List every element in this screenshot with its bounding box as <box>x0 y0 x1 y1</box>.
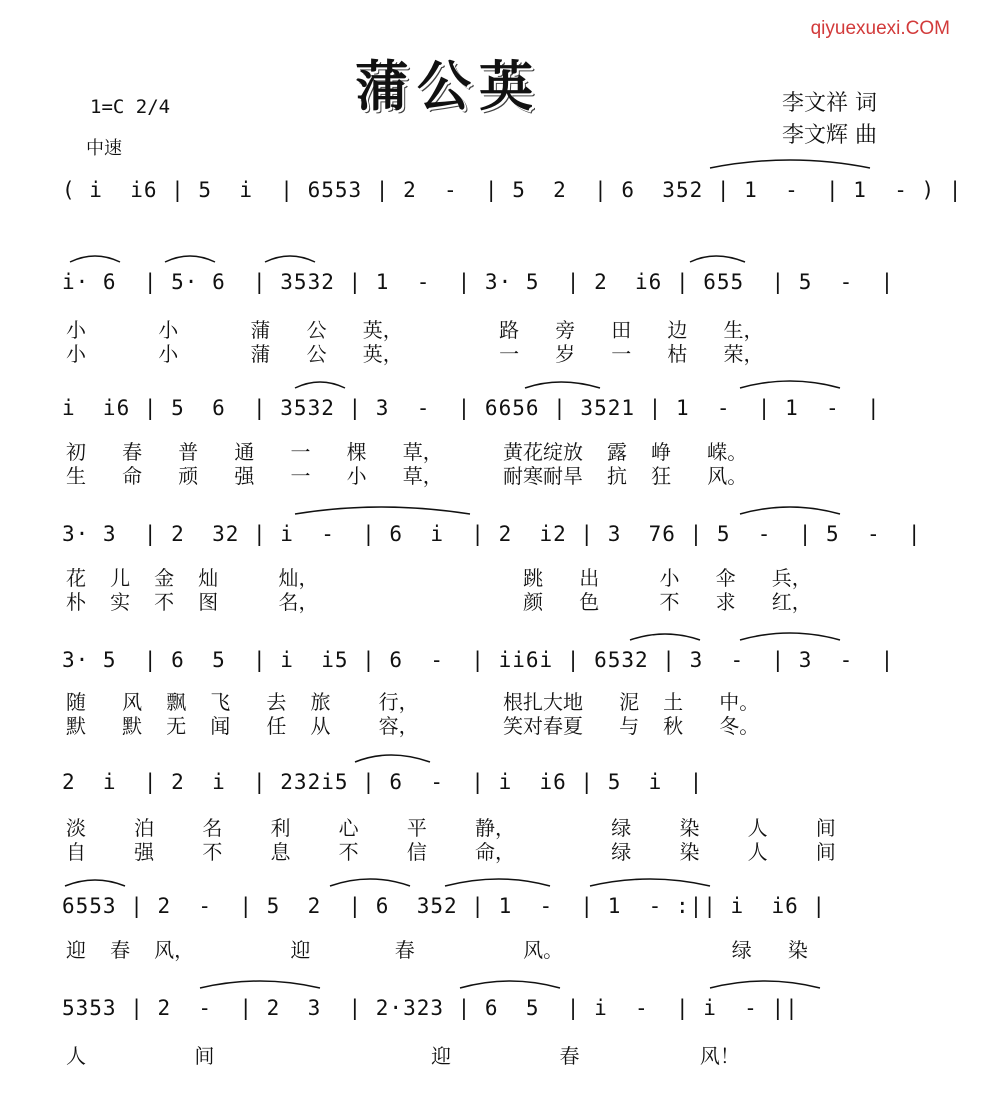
lyric-line-4b: 朴 实 不 图 名， 颜 色 不 求 红， <box>66 590 812 614</box>
lyric-line-6b: 自 强 不 息 不 信 命， 绿 染 人 间 <box>66 840 836 864</box>
notation-row-4: 3· 3 | 2 32 | i - | 6 i | 2 i2 | 3 76 | 5 - | 5 - | <box>62 522 922 546</box>
lyric-line-3a: 初 春 普 通 一 棵 草， 黄花绽放 露 峥 嵘。 <box>66 440 748 464</box>
lyric-line-4a: 花 儿 金 灿 灿， 跳 出 小 伞 兵， <box>66 566 812 590</box>
lyric-line-3b: 生 命 顽 强 一 小 草， 耐寒耐旱 抗 狂 风。 <box>66 464 748 488</box>
key-signature: 1=C 2/4 <box>90 96 171 118</box>
lyric-line-8: 人 间 迎 春 风！ <box>66 1044 740 1068</box>
lyric-line-7: 迎 春 风， 迎 春 风。 绿 染 <box>66 938 808 962</box>
tempo-marking: 中速 <box>86 138 122 159</box>
lyric-line-5b: 默 默 无 闻 任 从 容， 笑对春夏 与 秋 冬。 <box>66 714 760 738</box>
notation-row-8: 5353 | 2 - | 2 3 | 2·323 | 6 5 | i - | i - || <box>62 996 799 1020</box>
notation-row-1: ( i i6 | 5 i | 6553 | 2 - | 5 2 | 6 352 | 1 - | 1 - ) | <box>62 178 963 202</box>
lyric-line-6a: 淡 泊 名 利 心 平 静， 绿 染 人 间 <box>66 816 836 840</box>
notation-row-3: i i6 | 5 6 | 3532 | 3 - | 6656 | 3521 | 1 - | 1 - | <box>62 396 881 420</box>
lyric-line-2a: 小 小 蒲 公 英， 路 旁 田 边 生， <box>66 318 764 342</box>
lyric-line-2b: 小 小 蒲 公 英， 一 岁 一 枯 荣， <box>66 342 764 366</box>
song-title: 蒲公英 <box>355 54 541 118</box>
composer-credit: 李文辉 曲 <box>782 123 877 148</box>
lyric-line-5a: 随 风 飘 飞 去 旅 行， 根扎大地 泥 土 中。 <box>66 690 760 714</box>
notation-row-2: i· 6 | 5· 6 | 3532 | 1 - | 3· 5 | 2 i6 | 655 | 5 - | <box>62 270 895 294</box>
lyricist-credit: 李文祥 词 <box>782 91 877 116</box>
notation-row-5: 3· 5 | 6 5 | i i5 | 6 - | ii6i | 6532 | 3 - | 3 - | <box>62 648 895 672</box>
notation-row-6: 2 i | 2 i | 232i5 | 6 - | i i6 | 5 i | <box>62 770 704 794</box>
site-watermark: qiyuexuexi.COM <box>810 18 950 39</box>
notation-row-7: 6553 | 2 - | 5 2 | 6 352 | 1 - | 1 - :|| i i6 | <box>62 894 827 918</box>
